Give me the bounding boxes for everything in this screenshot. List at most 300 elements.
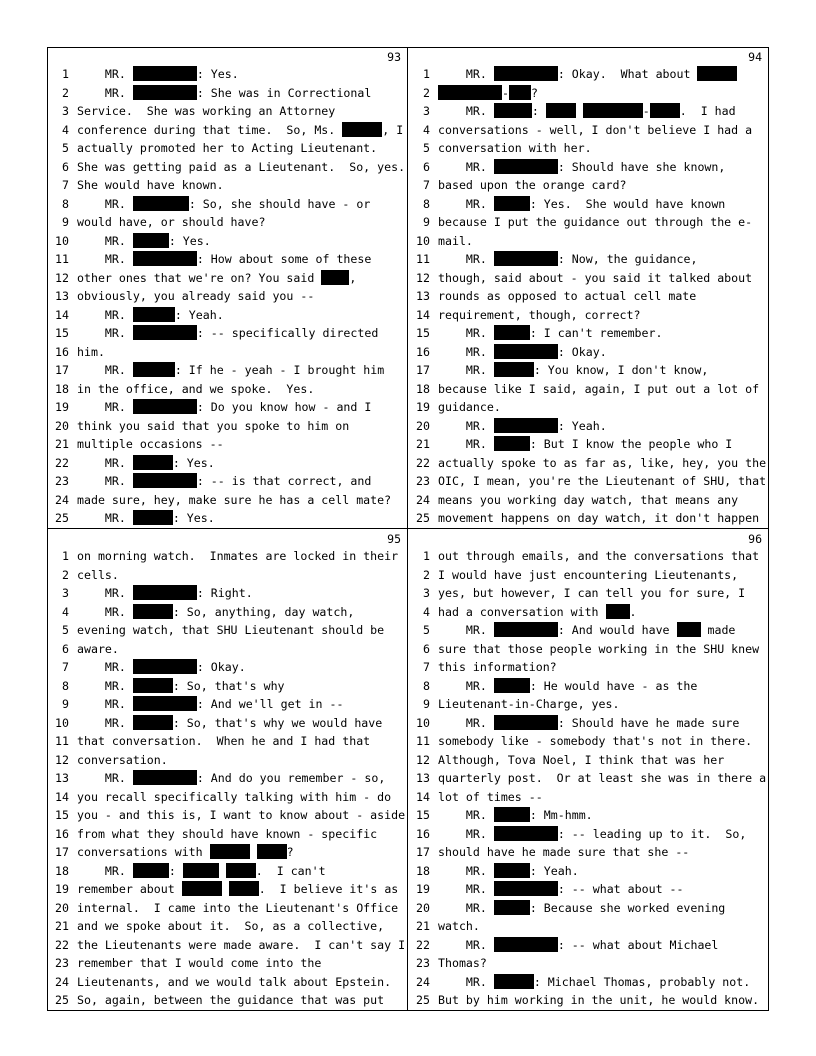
line-text-segment: MR. [77,196,133,211]
line-text [77,306,224,325]
transcript-line [416,324,790,343]
line-number: 16 [416,344,430,359]
line-text [438,658,557,677]
line-text-segment: MR. [438,826,494,841]
line-text-segment: though, said about - you said it talked about [438,270,753,285]
transcript-line [423,139,790,158]
line-text-segment: remember about [77,882,182,896]
line-text-segment: : Yes. [168,233,211,248]
line-text-segment: MR. [77,604,133,619]
redaction-box [133,863,169,878]
transcript-line [423,84,790,103]
line-text-segment: : [168,863,183,878]
line-text-segment: I would have just encountering Lieutenants, [438,567,739,582]
redaction-box [583,103,643,118]
line-text [438,232,473,251]
line-number: 25 [416,993,430,1007]
line-text [77,65,239,84]
transcript-line [55,862,429,881]
page-number: 96 [748,532,762,546]
line-number: 16 [55,344,69,359]
redaction-box [494,715,558,730]
redaction-box [133,585,197,600]
line-text-segment: actually promoted her to Acting Lieutenant. [77,141,378,155]
line-number: 22 [55,455,69,470]
redaction-box [342,122,382,137]
transcript-line [416,380,790,399]
line-text-segment: you - and this is, I want to know about - aside [77,808,406,822]
line-number: 18 [55,381,69,396]
line-number: 6 [423,641,430,656]
page-panel-93 [47,47,407,529]
transcript-line [55,509,429,528]
line-number: 4 [62,122,69,137]
transcript-line [55,306,429,325]
line-text-segment: : She was in Correctional [196,85,372,100]
line-number: 18 [416,863,430,878]
transcript-line [55,250,429,269]
line-number: 15 [416,808,430,822]
transcript-line [62,65,429,84]
transcript-line [416,973,790,992]
line-text [438,195,725,214]
line-number: 13 [55,289,69,303]
transcript-line [416,472,790,491]
line-text-segment: MR. [438,900,494,915]
line-text-segment: : -- leading up to it. So, [557,826,747,841]
transcript-line [416,788,790,807]
transcript-line [55,954,429,973]
line-number: 17 [55,363,69,377]
line-text-segment: MR. [77,455,133,470]
transcript-line [62,677,429,696]
line-text-segment: : And do you remember - so, [196,771,386,785]
line-text [77,714,382,733]
line-text-segment: : Should have she known, [557,159,726,174]
line-text-segment: MR. [438,678,494,693]
line-text [438,714,739,733]
redaction-box [133,678,173,693]
line-text [438,213,752,232]
line-number: 21 [55,919,69,933]
line-text-segment: : So, that's why [172,678,285,693]
line-text-segment: MR. [438,418,494,433]
transcript-line [416,732,790,751]
line-number: 3 [423,586,430,600]
line-text-segment: She was getting paid as a Lieutenant. So, yes. [77,159,406,174]
line-text-segment: : -- is that correct, and [196,474,372,488]
line-text-segment: this information? [438,660,557,674]
line-number: 19 [55,882,69,896]
transcript-line [62,621,429,640]
line-number: 25 [416,511,430,525]
transcript-line [55,398,429,417]
line-text-segment: : Yeah. [529,863,579,878]
line-text [438,324,662,343]
line-text-segment: that conversation. When he and I had that [77,734,371,748]
line-number: 4 [423,122,430,137]
transcript-line [416,250,790,269]
line-number: 5 [423,623,430,637]
transcript-line [423,566,790,585]
line-text [438,973,750,992]
line-number: 3 [62,586,69,600]
transcript-line [416,954,790,973]
line-text [438,695,619,714]
line-text [77,232,211,251]
line-text-segment: out through emails, and the conversations that [438,549,760,563]
line-text-segment: MR. [438,326,494,340]
line-text [438,751,724,770]
line-number: 25 [55,993,69,1007]
line-number: 11 [55,734,69,748]
line-text [77,862,326,881]
redaction-box [494,251,558,266]
line-text-segment: : Yeah. [557,418,607,433]
line-text-segment: remember that I would come into the [77,956,322,970]
line-text-segment: MR. [77,697,133,711]
line-text-segment: MR. [77,85,133,100]
transcript-line [423,195,790,214]
line-text-segment: MR. [438,974,494,989]
line-text-segment: : Yes. [172,455,215,470]
line-text [77,658,246,677]
redaction-box [438,85,502,100]
line-text-segment: aware. [77,641,119,656]
line-number: 4 [62,604,69,619]
line-text [77,472,371,491]
line-text [438,84,538,103]
line-text [77,398,371,417]
line-number: 21 [416,437,430,451]
transcript-line [55,769,429,788]
redaction-box [133,510,173,525]
line-text-segment: MR. [438,196,494,211]
line-number: 12 [55,270,69,285]
line-text-segment: MR. [77,474,133,488]
line-text-segment: MR. [77,326,133,340]
line-text-segment: MR. [77,586,133,600]
line-text [438,991,759,1010]
redaction-box [133,696,197,711]
line-text-segment: in the office, and we spoke. Yes. [77,381,315,396]
transcript-line [416,287,790,306]
line-number: 13 [416,771,430,785]
line-text [438,380,759,399]
line-text-segment: : So, she should have - or [188,196,371,211]
transcript-line [55,843,429,862]
line-text [77,732,370,751]
redaction-box [546,103,576,118]
line-number: 7 [62,178,69,192]
transcript-line [416,398,790,417]
transcript-line [62,176,429,195]
redaction-box [494,344,558,359]
transcript-line [62,195,429,214]
redaction-box [133,196,189,211]
line-text [438,788,543,807]
line-text-segment: MR. [77,715,133,730]
line-text-segment: should have he made sure that she -- [438,845,690,859]
line-text-segment: : So, anything, day watch, [172,604,355,619]
line-text [438,250,697,269]
transcript-line [416,825,790,844]
line-number: 1 [423,67,430,81]
line-text-segment: other ones that we're on? You said [77,270,322,285]
line-text [77,491,391,510]
line-text [438,269,752,288]
line-text-segment: : Right. [196,586,253,600]
line-number: 15 [55,326,69,340]
line-text-segment: OIC, I mean, you're the Lieutenant of SHU, that [438,474,767,488]
line-text-segment: : I can't remember. [529,326,663,340]
line-text-segment: sure that those people working in the SHU knew [438,641,760,656]
line-text [77,158,405,177]
line-text-segment [219,864,226,878]
transcript-line [62,658,429,677]
line-number: 23 [55,474,69,488]
line-text-segment: because like I said, again, I put out a lot of [438,381,760,396]
line-text-segment: made sure, hey, make sure he has a cell mate? [77,492,392,507]
transcript-line [423,65,790,84]
line-number: 7 [423,660,430,674]
line-text [438,306,640,325]
line-text [77,435,224,454]
line-number: 18 [416,381,430,396]
line-text [77,880,398,899]
transcript-lines [416,65,790,528]
line-text [77,788,391,807]
line-number: 15 [416,326,430,340]
line-text-segment: Although, Tova Noel, I think that was her [438,752,725,767]
line-text [77,139,377,158]
line-text [438,435,732,454]
line-text-segment: Lieutenants, and we would talk about Epstein. [77,974,392,989]
line-text-segment: mail. [438,233,473,248]
line-text [77,380,314,399]
transcript-line [62,158,429,177]
line-text [77,343,105,362]
line-text [77,769,385,788]
line-text-segment: multiple occasions -- [77,437,224,451]
transcript-line [416,880,790,899]
redaction-box [133,604,173,619]
redaction-box [677,622,701,637]
transcript-line [55,880,429,899]
line-text-segment: conversations with [77,845,210,859]
redaction-box [133,325,197,340]
line-text [77,269,356,288]
line-text-segment: internal. I came into the Lieutenant's Office [77,900,399,915]
redaction-box [494,66,558,81]
line-number: 21 [416,919,430,933]
line-text [438,102,736,121]
line-text-segment [250,845,257,859]
redaction-box [494,436,530,451]
line-text [438,732,752,751]
redaction-box [494,900,530,915]
line-text [77,843,294,862]
line-text [438,509,759,528]
line-text-segment: MR. [438,623,494,637]
line-text [438,287,696,306]
line-text-segment: MR. [77,233,133,248]
line-text [438,65,737,84]
line-number: 15 [55,808,69,822]
line-text [77,806,405,825]
transcript-line [423,121,790,140]
line-text-segment: conversation. [77,752,168,767]
line-text [438,343,607,362]
line-number: 16 [416,826,430,841]
transcript-line [55,714,429,733]
line-text [77,102,335,121]
line-number: 14 [55,307,69,322]
line-text [438,954,487,973]
line-text-segment: him. [77,344,105,359]
transcript-line [55,973,429,992]
line-text-segment: yes, but however, I can tell you for sure, I [438,586,746,600]
line-number: 20 [416,418,430,433]
line-text-segment: Lieutenant-in-Charge, yes. [438,697,620,711]
line-number: 23 [416,474,430,488]
line-text [438,769,766,788]
line-number: 25 [55,511,69,525]
line-number: 5 [62,141,69,155]
transcript-line [416,936,790,955]
transcript-line [55,936,429,955]
transcript-line [423,176,790,195]
redaction-box [133,473,197,488]
line-text [77,195,370,214]
line-text [77,677,285,696]
redaction-box [494,362,534,377]
line-number: 17 [416,845,430,859]
redaction-box [133,715,173,730]
line-text-segment: : How about some of these [196,252,372,266]
line-text-segment: MR. [77,307,133,322]
line-text [77,454,215,473]
line-number: 11 [55,252,69,266]
transcript-line [62,566,429,585]
line-text-segment: MR. [438,363,494,377]
line-text-segment: : Okay. [196,660,246,674]
line-text-segment [222,882,229,896]
redaction-box [494,863,530,878]
line-text [438,880,683,899]
line-number: 7 [423,178,430,192]
line-number: 12 [416,752,430,767]
transcript-line [423,695,790,714]
transcript-line [416,454,790,473]
transcript-line [62,121,429,140]
redaction-box [509,85,531,100]
line-text [438,584,745,603]
line-text-segment: - [502,85,509,100]
line-text-segment: requirement, though, correct? [438,307,641,322]
line-text-segment: and we spoke about it. So, as a collective, [77,919,385,933]
line-number: 14 [416,307,430,322]
line-text-segment: : Should have he made sure [557,715,740,730]
line-number: 14 [416,789,430,804]
redaction-box [210,844,250,859]
line-text [438,825,746,844]
line-text [438,603,637,622]
line-text-segment: MR. [438,863,494,878]
redaction-box [494,196,530,211]
line-text-segment: conference during that time. So, Ms. [77,122,343,137]
line-number: 2 [423,567,430,582]
line-text-segment: ? [286,845,294,859]
line-number: 6 [62,159,69,174]
line-text-segment: guidance. [438,400,501,414]
transcript-line [423,102,790,121]
line-text-segment: : And would have [557,623,677,637]
line-text-segment: actually spoke to as far as, like, hey, you the [438,455,767,470]
redaction-box [183,863,219,878]
line-number: 10 [55,715,69,730]
line-text-segment: conversations - well, I don't believe I had a [438,122,753,137]
page-panel-95 [47,529,407,1011]
redaction-box [133,455,173,470]
line-text-segment: MR. [77,863,133,878]
line-number: 24 [416,974,430,989]
transcript-line [416,491,790,510]
line-text-segment: : Okay. What about [557,67,698,81]
line-number: 10 [55,233,69,248]
redaction-box [133,362,175,377]
line-text [438,640,759,659]
line-number: 17 [416,363,430,377]
line-text [438,547,759,566]
redaction-box [182,881,222,896]
line-text-segment: : [531,104,546,118]
line-text-segment: : Michael Thomas, probably not. [533,974,751,989]
line-text-segment: : Yeah. [174,307,224,322]
line-text-segment: on morning watch. Inmates are locked in their [77,549,399,563]
transcript-line [423,677,790,696]
line-text [438,677,697,696]
transcript-line [55,899,429,918]
transcript-line [55,751,429,770]
line-text-segment: MR. [438,715,494,730]
line-number: 2 [62,567,69,582]
transcript-lines [55,547,429,1010]
line-text [438,862,579,881]
line-number: 19 [416,400,430,414]
line-text-segment: : Do you know how - and I [196,400,372,414]
line-number: 11 [416,252,430,266]
transcript-line [416,769,790,788]
line-number: 2 [423,85,430,100]
line-text [77,621,384,640]
transcript-line [416,435,790,454]
line-text [438,806,593,825]
redaction-box [321,270,349,285]
line-text-segment: ? [530,85,538,100]
page-number: 94 [748,50,762,64]
line-number: 22 [416,937,430,952]
line-number: 22 [55,937,69,952]
redaction-box [133,659,197,674]
transcript-line [55,380,429,399]
transcript-line [423,621,790,640]
transcript-line [62,213,429,232]
transcript-line [55,324,429,343]
line-text-segment: - [642,104,650,118]
line-text-segment: , [349,270,357,285]
redaction-box [133,85,197,100]
